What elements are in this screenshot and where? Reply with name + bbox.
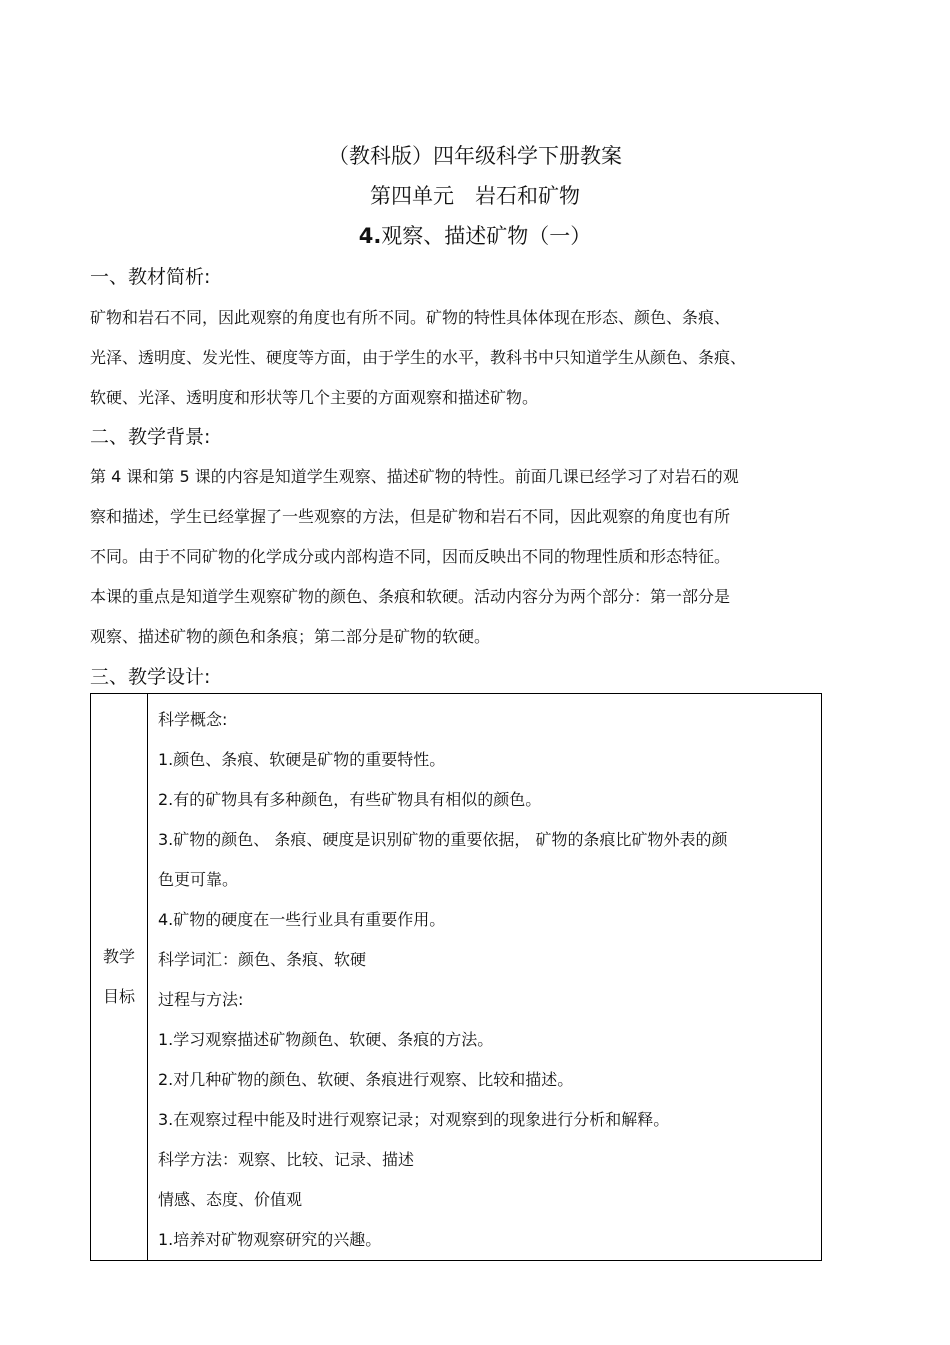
objective-line: 科学词汇：颜色、条痕、软硬 [158, 950, 367, 969]
lesson-name: 观察、描述矿物（一） [381, 224, 592, 248]
paragraph-line: 观察、描述矿物的颜色和条痕；第二部分是矿物的软硬。 [90, 627, 491, 646]
objective-line: 1.培养对矿物观察研究的兴趣。 [158, 1230, 382, 1249]
lesson-number: 4. [358, 224, 382, 248]
paragraph-line: 光泽、透明度、发光性、硬度等方面，由于学生的水平，教科书中只知道学生从颜色、条痕、 [90, 348, 747, 367]
table-row [91, 694, 822, 1261]
paragraph-line: 软硬、光泽、透明度和形状等几个主要的方面观察和描述矿物。 [90, 388, 539, 407]
label-line: 目标 [102, 987, 135, 1006]
objective-line: 色更可靠。 [158, 870, 239, 889]
objectives-content-cell [148, 694, 822, 1261]
objective-line: 科学概念: [158, 710, 228, 729]
unit-title: 第四单元 岩石和矿物 [370, 184, 580, 208]
document-title: （教科版）四年级科学下册教案 [328, 144, 622, 168]
objectives-label-cell [91, 694, 148, 1261]
section-paragraph-materials [90, 298, 820, 418]
teaching-design-table [90, 693, 822, 1261]
objective-line: 科学方法：观察、比较、记录、描述 [158, 1150, 415, 1169]
objective-line: 3.在观察过程中能及时进行观察记录；对观察到的现象进行分析和解释。 [158, 1110, 670, 1129]
paragraph-line: 矿物和岩石不同，因此观察的角度也有所不同。矿物的特性具体体现在形态、颜色、条痕、 [90, 308, 731, 327]
lesson-title [0, 222, 950, 250]
objective-line: 情感、态度、价值观 [158, 1190, 303, 1209]
paragraph-line: 本课的重点是知道学生观察矿物的颜色、条痕和软硬。活动内容分为两个部分：第一部分是 [90, 587, 731, 606]
section-heading-materials: 一、教材简析: [90, 266, 211, 288]
objective-line: 4.矿物的硬度在一些行业具有重要作用。 [158, 910, 446, 929]
section-paragraph-background [90, 457, 820, 657]
objective-line: 2.对几种矿物的颜色、软硬、条痕进行观察、比较和描述。 [158, 1070, 574, 1089]
label-line: 教学 [102, 947, 135, 966]
objective-line: 过程与方法: [158, 990, 244, 1009]
section-heading-background: 二、教学背景: [90, 426, 211, 448]
paragraph-line: 不同。由于不同矿物的化学成分或内部构造不同，因而反映出不同的物理性质和形态特征。 [90, 547, 731, 566]
section-heading-design: 三、教学设计: [90, 666, 211, 688]
objective-line: 3.矿物的颜色、 条痕、硬度是识别矿物的重要依据， 矿物的条痕比矿物外表的颜 [158, 830, 728, 849]
objective-line: 1.颜色、条痕、软硬是矿物的重要特性。 [158, 750, 446, 769]
objective-line: 2.有的矿物具有多种颜色，有些矿物具有相似的颜色。 [158, 790, 542, 809]
objective-line: 1.学习观察描述矿物颜色、软硬、条痕的方法。 [158, 1030, 494, 1049]
paragraph-line: 第 4 课和第 5 课的内容是知道学生观察、描述矿物的特性。前面几课已经学习了对岩石的观 [90, 467, 739, 486]
paragraph-line: 察和描述，学生已经掌握了一些观察的方法，但是矿物和岩石不同，因此观察的角度也有所 [90, 507, 731, 526]
